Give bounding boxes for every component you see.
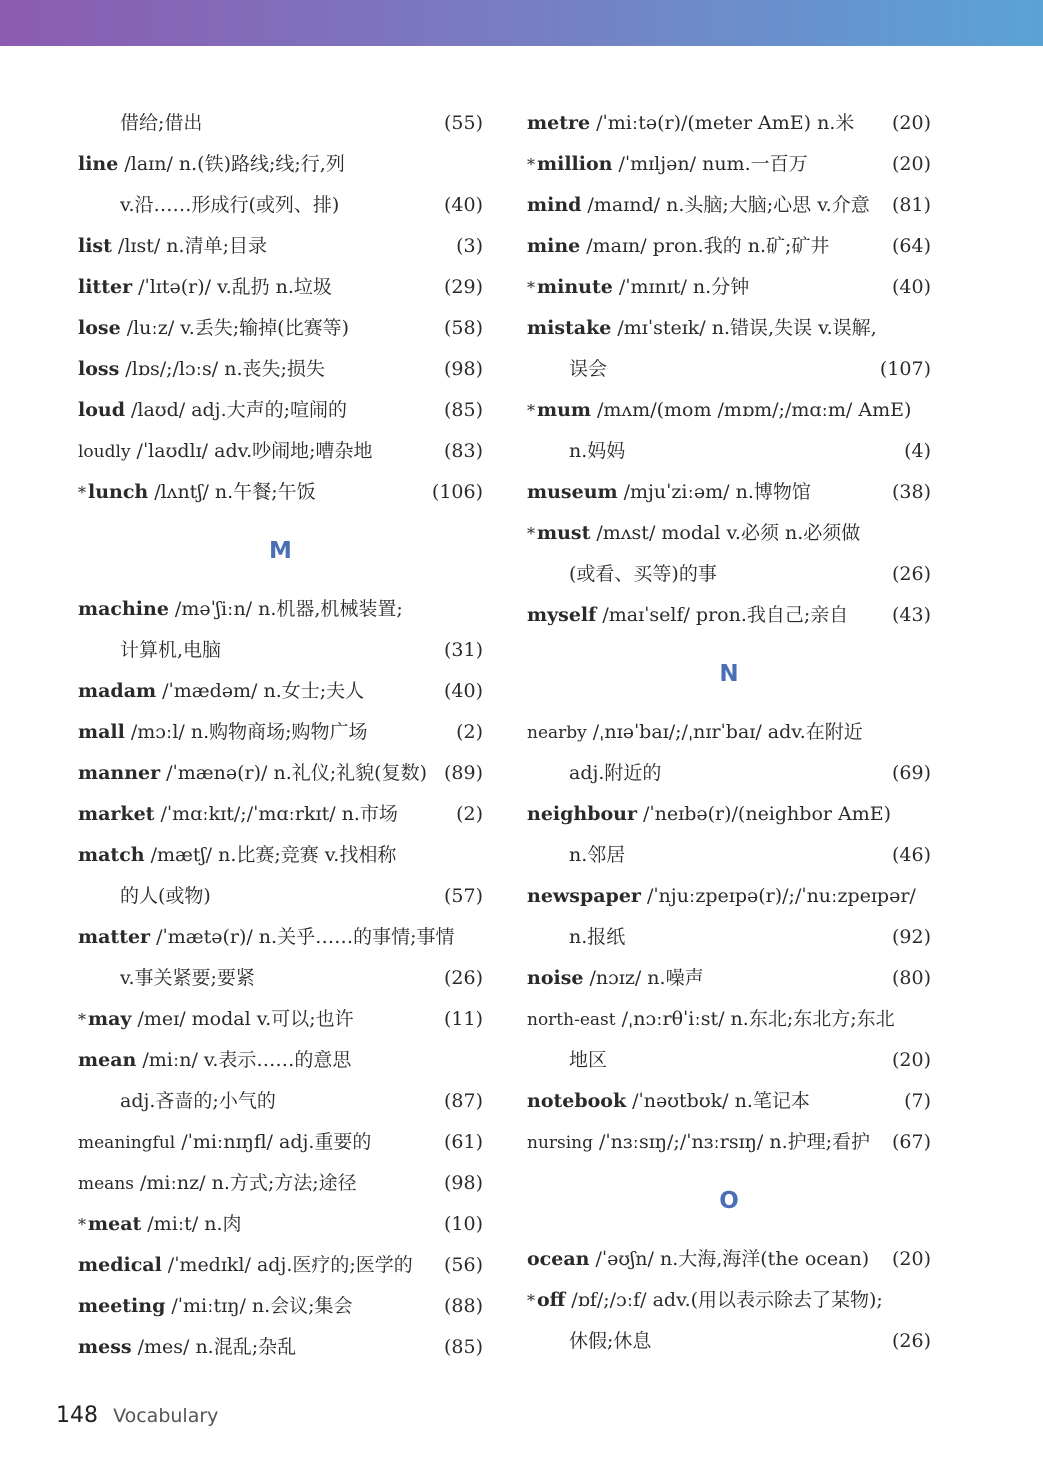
unit-page-ref: (20) [891,153,931,175]
entry-text [527,1280,883,1321]
vocab-entry [78,390,483,431]
vocab-entry [527,513,931,554]
headword: machine [78,598,169,620]
entry-text [527,349,607,390]
entry-text [527,999,895,1041]
unit-page-ref: (29) [443,276,483,298]
entry-text [78,794,398,835]
key-word-star: * [78,483,86,502]
continuation-definition: n.报纸 [569,926,626,948]
entry-text [78,712,368,753]
headword: million [537,153,613,175]
phonetic-and-definition: /ˈnjuːzpeɪpə(r)/;/ˈnuːzpeɪpər/ [646,885,916,907]
phonetic-and-definition: /laʊd/ adj.大声的;喧闹的 [131,399,348,421]
unit-page-ref: (69) [891,762,931,784]
vocab-entry [527,144,931,185]
phonetic-and-definition: /mætʃ/ n.比赛;竞赛 v.找相称 [150,844,397,866]
continuation-definition: 计算机,电脑 [120,639,222,661]
entry-text [78,671,364,712]
unit-page-ref: (57) [443,885,483,907]
headword: list [78,235,112,257]
entry-continuation [78,103,483,144]
entry-continuation [527,753,931,794]
phonetic-and-definition: /laɪn/ n.(铁)路线;线;行,列 [124,153,345,175]
headword: loud [78,399,125,421]
vocab-entry [78,1204,483,1245]
unit-page-ref: (2) [456,803,483,825]
unit-page-ref: (4) [904,440,931,462]
top-gradient-banner [0,0,1043,46]
unit-page-ref: (107) [879,358,931,380]
vocab-entry [527,1081,931,1122]
unit-page-ref: (40) [891,276,931,298]
key-word-star: * [527,278,535,297]
phonetic-and-definition: /mjuˈziːəm/ n.博物馆 [623,481,811,503]
headword: mean [78,1049,137,1071]
entry-text [78,1081,276,1122]
continuation-definition: v.沿……形成行(或列、排) [120,194,340,216]
entry-continuation [78,958,483,999]
key-word-star: * [527,524,535,543]
entry-text [78,876,211,917]
phonetic-and-definition: /mʌm/(mom /mɒm/;/mɑːm/ AmE) [597,399,912,421]
vocab-entry [527,390,931,431]
entry-text [78,753,427,794]
unit-page-ref: (83) [443,440,483,462]
entry-text [527,472,811,513]
vocab-entry [527,876,931,917]
vocab-entry [78,1327,483,1368]
headword: notebook [527,1090,627,1112]
vocab-entry [527,308,931,349]
unit-page-ref: (20) [891,112,931,134]
vocab-entry [78,349,483,390]
key-word-star: * [78,1010,86,1029]
entry-text [78,1286,353,1327]
entry-text [527,876,916,917]
entry-text [527,1040,607,1081]
unit-page-ref: (98) [443,358,483,380]
continuation-definition: adj.吝啬的;小气的 [120,1090,276,1112]
entry-text [527,835,625,876]
unit-page-ref: (40) [443,680,483,702]
phonetic-and-definition: /ˈnɜːsɪŋ/;/ˈnɜːrsɪŋ/ n.护理;看护 [599,1131,871,1153]
unit-page-ref: (46) [891,844,931,866]
entry-text [78,144,345,185]
entry-text [527,1081,810,1122]
headword: medical [78,1254,162,1276]
vocab-entry [78,999,483,1040]
entry-text [527,958,704,999]
headword: match [78,844,145,866]
unit-page-ref: (88) [443,1295,483,1317]
vocab-entry [78,226,483,267]
entry-text [78,630,221,671]
vocab-entry [527,267,931,308]
phonetic-and-definition: /miːt/ n.肉 [147,1213,242,1235]
entry-text [527,753,661,794]
unit-page-ref: (26) [891,563,931,585]
phonetic-and-definition: /ˈmɪljən/ num.一百万 [618,153,808,175]
headword: means [78,1174,134,1194]
section-letter-o: O [719,1188,739,1214]
entry-text [78,835,396,876]
entry-text [527,1122,870,1164]
entry-text [527,513,860,554]
entry-text [78,958,255,999]
unit-page-ref: (106) [431,481,483,503]
headword: nearby [527,723,587,743]
phonetic-and-definition: /ˈmiːnɪŋfl/ adj.重要的 [181,1131,372,1153]
entry-text [527,1239,869,1280]
unit-page-ref: (43) [891,604,931,626]
entry-text [527,185,870,226]
phonetic-and-definition: /məˈʃiːn/ n.机器,机械装置; [174,598,403,620]
vocab-entry [78,753,483,794]
phonetic-and-definition: /lʌntʃ/ n.午餐;午饭 [154,481,316,503]
phonetic-and-definition: /ˈnəʊtbʊk/ n.笔记本 [632,1090,810,1112]
unit-page-ref: (26) [443,967,483,989]
vocab-entry [527,595,931,636]
headword: loss [78,358,120,380]
vocab-entry [78,267,483,308]
headword: mind [527,194,582,216]
entry-text [78,1204,242,1245]
headword: museum [527,481,618,503]
entry-text [78,431,373,473]
continuation-definition: 的人(或物) [120,885,211,907]
unit-page-ref: (31) [443,639,483,661]
unit-page-ref: (80) [891,967,931,989]
entry-text [78,390,347,431]
entry-continuation [78,876,483,917]
vocab-entry [78,144,483,185]
entry-text [78,1040,351,1081]
entry-text [527,794,891,835]
headword: off [537,1289,566,1311]
entry-continuation [78,1081,483,1122]
unit-page-ref: (20) [891,1049,931,1071]
entry-text [527,595,848,636]
headword: meat [88,1213,142,1235]
headword: myself [527,604,597,626]
unit-page-ref: (40) [443,194,483,216]
continuation-definition: 休假;休息 [569,1330,652,1352]
vocab-entry [78,794,483,835]
entry-continuation [527,349,931,390]
headword: matter [78,926,151,948]
headword: mess [78,1336,132,1358]
unit-page-ref: (92) [891,926,931,948]
phonetic-and-definition: /ˈmɑːkɪt/;/ˈmɑːrkɪt/ n.市场 [160,803,398,825]
phonetic-and-definition: /nɔɪz/ n.噪声 [589,967,704,989]
entry-text [527,308,877,349]
entry-text [527,267,749,308]
vocab-entry [78,1286,483,1327]
vocab-entry [78,1122,483,1163]
key-word-star: * [527,1291,535,1310]
unit-page-ref: (10) [443,1213,483,1235]
vocab-entry [527,1280,931,1321]
phonetic-and-definition: /mɔːl/ n.购物商场;购物广场 [130,721,368,743]
phonetic-and-definition: /ɒf/;/ɔːf/ adv.(用以表示除去了某物); [571,1289,883,1311]
continuation-definition: adj.附近的 [569,762,662,784]
headword: nursing [527,1133,594,1153]
entry-text [527,144,808,185]
unit-page-ref: (7) [904,1090,931,1112]
unit-page-ref: (11) [443,1008,483,1030]
phonetic-and-definition: /lɪst/ n.清单;目录 [117,235,267,257]
headword: minute [537,276,613,298]
vocab-entry [527,1122,931,1163]
unit-page-ref: (89) [443,762,483,784]
vocab-entry [527,999,931,1040]
key-word-star: * [527,401,535,420]
entry-text [78,185,339,226]
vocab-entry [78,308,483,349]
entry-text [78,917,454,958]
continuation-definition: n.妈妈 [569,440,626,462]
continuation-definition: 地区 [569,1049,608,1071]
entry-text [78,472,316,513]
headword: lunch [88,481,149,503]
entry-text [527,554,717,595]
entry-text [78,226,267,267]
entry-continuation [527,554,931,595]
phonetic-and-definition: /ˈmɪnɪt/ n.分钟 [618,276,750,298]
phonetic-and-definition: /ˈəʊʃn/ n.大海,海洋(the ocean) [595,1248,870,1270]
phonetic-and-definition: /ˈlɪtə(r)/ v.乱扔 n.垃圾 [138,276,332,298]
continuation-definition: v.事关紧要;要紧 [120,967,255,989]
unit-page-ref: (2) [456,721,483,743]
phonetic-and-definition: /maɪn/ pron.我的 n.矿;矿井 [586,235,830,257]
page-number: 148 [56,1403,98,1428]
headword: neighbour [527,803,638,825]
entry-text [78,1327,296,1368]
headword: mistake [527,317,612,339]
unit-page-ref: (61) [443,1131,483,1153]
footer-label: Vocabulary [113,1405,219,1427]
unit-page-ref: (56) [443,1254,483,1276]
entry-text [527,1321,651,1362]
continuation-definition: 借给;借出 [120,112,203,134]
key-word-star: * [527,155,535,174]
headword: line [78,153,119,175]
phonetic-and-definition: /ˈlaʊdlɪ/ adv.吵闹地;嘈杂地 [136,440,373,462]
entry-text [527,103,854,144]
phonetic-and-definition: /ˈmænə(r)/ n.礼仪;礼貌(复数) [166,762,427,784]
vocab-entry [78,589,483,630]
unit-page-ref: (3) [456,235,483,257]
phonetic-and-definition: /ˌnɪəˈbaɪ/;/ˌnɪrˈbaɪ/ adv.在附近 [592,721,863,743]
phonetic-and-definition: /ˈmedɪkl/ adj.医疗的;医学的 [167,1254,413,1276]
section-letter-m: M [269,538,292,564]
vocab-entry [78,472,483,513]
unit-page-ref: (85) [443,1336,483,1358]
entry-text [78,103,202,144]
entry-text [78,1122,371,1164]
vocab-entry [527,1239,931,1280]
unit-page-ref: (55) [443,112,483,134]
vocab-entry [527,103,931,144]
vocab-entry [78,1245,483,1286]
phonetic-and-definition: /maɪˈself/ pron.我自己;亲自 [602,604,849,626]
unit-page-ref: (67) [891,1131,931,1153]
left-column [78,103,483,1368]
unit-page-ref: (87) [443,1090,483,1112]
entry-continuation [527,917,931,958]
entry-text [78,308,349,349]
phonetic-and-definition: /mɪˈsteɪk/ n.错误,失误 v.误解, [617,317,877,339]
headword: mine [527,235,581,257]
phonetic-and-definition: /lɒs/;/lɔːs/ n.丧失;损失 [125,358,325,380]
vocab-entry [527,226,931,267]
unit-page-ref: (38) [891,481,931,503]
vocab-entry [78,1163,483,1204]
unit-page-ref: (20) [891,1248,931,1270]
entry-continuation [78,185,483,226]
section-letter-n: N [719,661,739,687]
headword: ocean [527,1248,590,1270]
entry-text [78,267,332,308]
continuation-definition: (或看、买等)的事 [569,563,717,585]
unit-page-ref: (85) [443,399,483,421]
headword: newspaper [527,885,641,907]
entry-text [527,431,625,472]
entry-continuation [527,1040,931,1081]
continuation-definition: 误会 [569,358,608,380]
headword: north-east [527,1010,616,1030]
unit-page-ref: (81) [891,194,931,216]
headword: manner [78,762,161,784]
phonetic-and-definition: /ˌnɔːrθˈiːst/ n.东北;东北方;东北 [621,1008,895,1030]
headword: meaningful [78,1133,176,1153]
entry-text [78,1245,413,1286]
headword: loudly [78,442,131,462]
entry-text [527,226,829,267]
unit-page-ref: (64) [891,235,931,257]
headword: market [78,803,155,825]
vocab-entry [527,794,931,835]
phonetic-and-definition: /ˈneɪbə(r)/(neighbor AmE) [643,803,892,825]
headword: meeting [78,1295,166,1317]
entry-text [78,349,325,390]
entry-continuation [527,835,931,876]
phonetic-and-definition: /ˈmiːtə(r)/(meter AmE) n.米 [596,112,855,134]
headword: mall [78,721,125,743]
entry-continuation [527,1321,931,1362]
headword: noise [527,967,584,989]
vocab-entry [527,472,931,513]
vocab-entry [78,1040,483,1081]
phonetic-and-definition: /ˈmiːtɪŋ/ n.会议;集会 [171,1295,353,1317]
phonetic-and-definition: /mʌst/ modal v.必须 n.必须做 [596,522,861,544]
headword: litter [78,276,133,298]
phonetic-and-definition: /ˈmætə(r)/ n.关乎……的事情;事情 [156,926,455,948]
phonetic-and-definition: /luːz/ v.丢失;输掉(比赛等) [126,317,350,339]
headword: must [537,522,591,544]
continuation-definition: n.邻居 [569,844,626,866]
phonetic-and-definition: /miːnz/ n.方式;方法;途径 [140,1172,357,1194]
headword: mum [537,399,592,421]
unit-page-ref: (26) [891,1330,931,1352]
entry-text [527,390,911,431]
entry-text [527,917,625,958]
headword: may [88,1008,132,1030]
headword: madam [78,680,157,702]
entry-text [78,1163,357,1205]
entry-text [78,589,403,630]
phonetic-and-definition: /meɪ/ modal v.可以;也许 [137,1008,354,1030]
vocab-entry [78,431,483,472]
key-word-star: * [78,1215,86,1234]
vocab-entry [78,671,483,712]
phonetic-and-definition: /miːn/ v.表示……的意思 [142,1049,352,1071]
entry-continuation [78,630,483,671]
phonetic-and-definition: /ˈmædəm/ n.女士;夫人 [162,680,365,702]
headword: lose [78,317,121,339]
page-footer [56,1403,218,1428]
vocab-entry [78,917,483,958]
vocab-entry [78,712,483,753]
entry-text [78,999,354,1040]
headword: metre [527,112,591,134]
vocab-entry [527,185,931,226]
vocab-entry [527,958,931,999]
entry-continuation [527,431,931,472]
phonetic-and-definition: /mes/ n.混乱;杂乱 [137,1336,297,1358]
phonetic-and-definition: /maɪnd/ n.头脑;大脑;心思 v.介意 [587,194,870,216]
vocab-entry [78,835,483,876]
unit-page-ref: (58) [443,317,483,339]
entry-text [527,712,863,754]
right-column [527,103,931,1362]
unit-page-ref: (98) [443,1172,483,1194]
vocab-entry [527,712,931,753]
